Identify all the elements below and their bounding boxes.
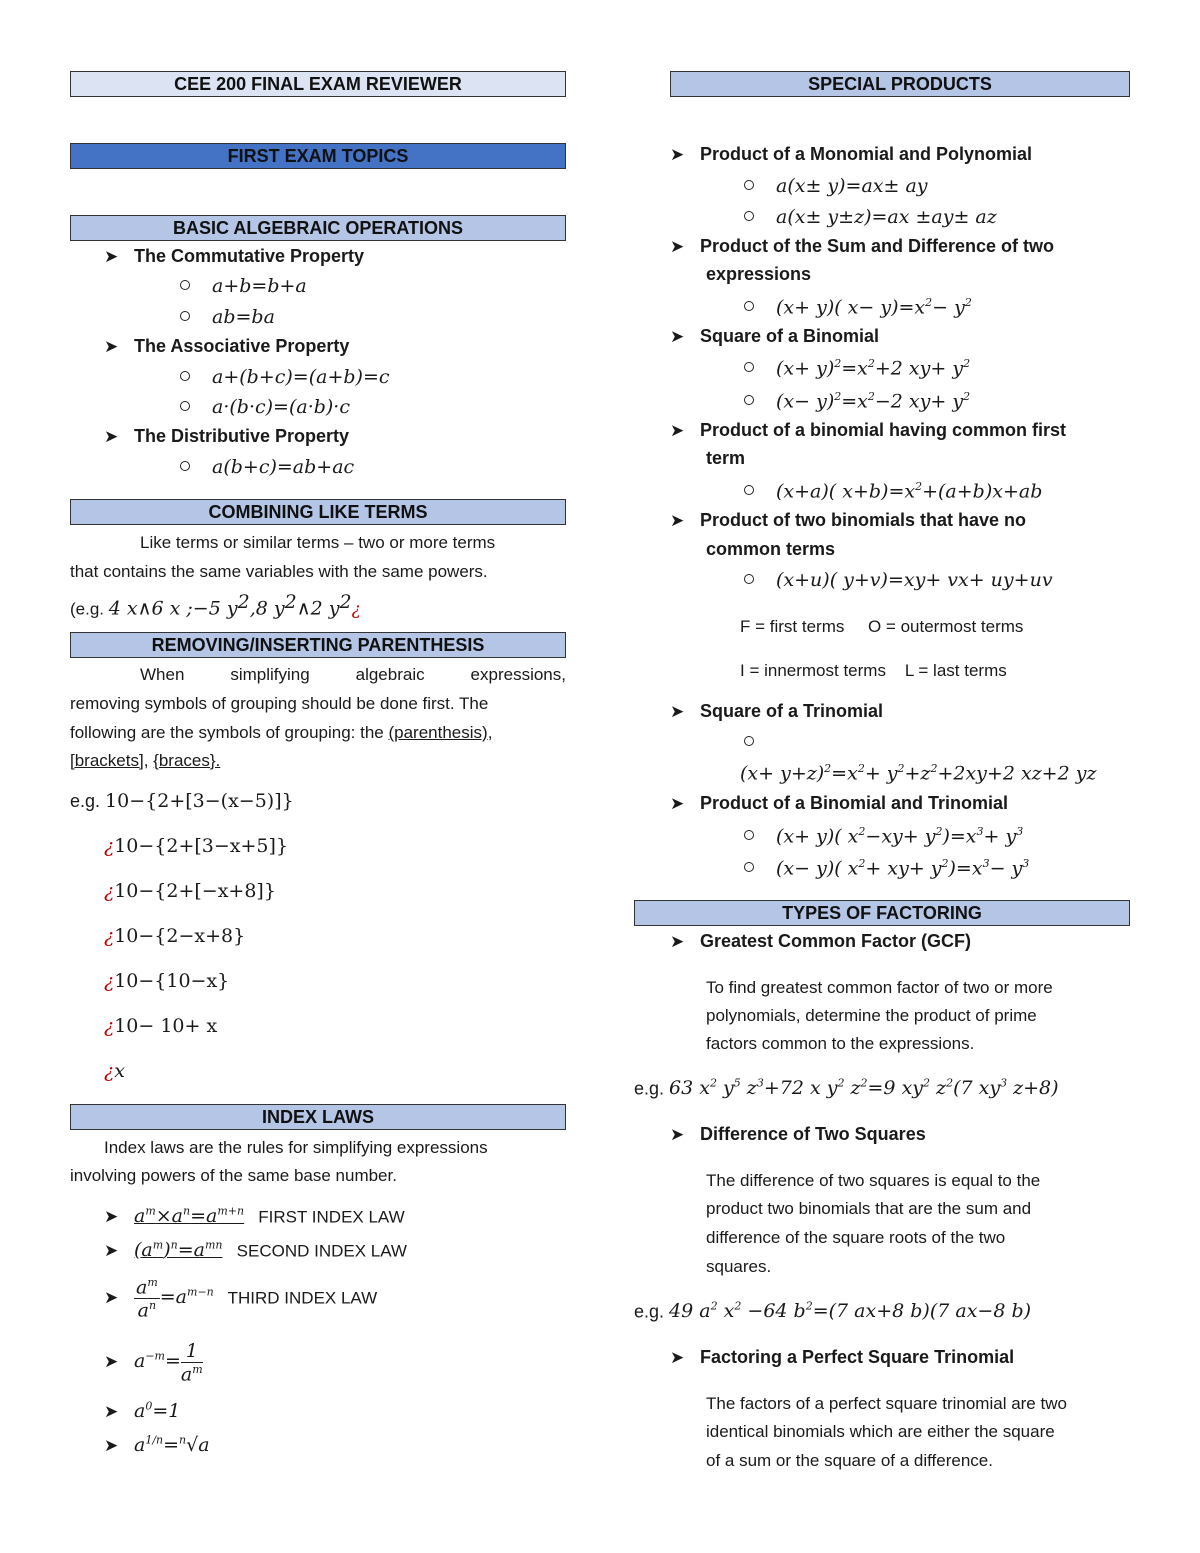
arrow-bullet-icon: ➤: [104, 337, 119, 356]
circle-bullet-icon: [180, 371, 190, 381]
circle-bullet-icon: [744, 395, 754, 405]
arrow-bullet-icon: ➤: [104, 1436, 119, 1456]
special-p4: ➤ Product of a binomial having common first: [670, 420, 1067, 440]
circle-bullet-icon: [180, 401, 190, 411]
p2-formula: (x+ y)( $x- y)=x^2- y^2$: [744, 296, 972, 318]
p1-formula-b: a(x± y±z)=ax ±ay± az: [744, 206, 997, 228]
paren-example-line: e.g. 10−{2+[3−(x−5)]}: [70, 790, 294, 812]
parenthesis-heading: REMOVING/INSERTING PARENTHESIS: [70, 632, 566, 658]
arrow-bullet-icon: ➤: [670, 932, 685, 951]
arrow-bullet-icon: ➤: [670, 1125, 685, 1144]
p7-formula-b: (x− y)( $x^2+ xy+ y^2)=x^3- y^3$: [744, 857, 1029, 879]
arrow-bullet-icon: ➤: [670, 511, 685, 530]
arrow-bullet-icon: ➤: [670, 794, 685, 813]
associative-item: ➤ The Associative Property: [104, 336, 350, 356]
special-p2: ➤ Product of the Sum and Difference of two: [670, 236, 1055, 256]
negative-index-law: ➤ $a^{-m}=$ $\frac{1}{a^m}$: [104, 1340, 203, 1386]
paren-step: ¿10− 10+ x: [104, 1015, 218, 1037]
special-p3: ➤ Square of a Binomial: [670, 326, 880, 346]
circle-bullet-icon: [744, 180, 754, 190]
foil-line2: I = innermost terms L = last terms: [740, 661, 1007, 680]
dts-example: e.g. 49 $a^2$ $x^2 -64$ $b^2=(7$ ax+8 b)(7 ax−8 b): [634, 1300, 1032, 1323]
arrow-bullet-icon: ➤: [104, 1352, 119, 1372]
circle-bullet-icon: [744, 574, 754, 584]
p3-formula-a: $(x+ y)^2=x^2+2$ $xy+ y^2$: [744, 357, 970, 379]
arrow-bullet-icon: ➤: [104, 1241, 119, 1261]
pst-item: ➤ Factoring a Perfect Square Trinomial: [670, 1347, 1015, 1367]
factoring-heading: TYPES OF FACTORING: [634, 900, 1130, 926]
special-p1: ➤ Product of a Monomial and Polynomial: [670, 144, 1033, 164]
paren-line2: removing symbols of grouping should be done first. The: [70, 694, 489, 713]
circle-bullet-icon: [744, 211, 754, 221]
index-laws-heading: INDEX LAWS: [70, 1104, 566, 1130]
circle-bullet-icon: [744, 301, 754, 311]
like-terms-line1: Like terms or similar terms – two or more terms: [140, 533, 496, 552]
comm-formula-2: ab=ba: [180, 306, 275, 328]
special-p5: ➤ Product of two binomials that have no: [670, 510, 1027, 530]
special-p7: ➤ Product of a Binomial and Trinomial: [670, 793, 1009, 813]
arrow-bullet-icon: ➤: [104, 1402, 119, 1422]
foil-line1: F = first terms O = outermost terms: [740, 617, 1024, 636]
arrow-bullet-icon: ➤: [670, 421, 685, 440]
p4-formula: (x+a)( $x+b)=x^2+(a+b)x+ab$: [744, 480, 1042, 502]
gcf-line2: polynomials, determine the product of prime: [706, 1006, 1037, 1025]
paren-step: ¿10−{10−x}: [104, 970, 230, 992]
dts-item: ➤ Difference of Two Squares: [670, 1124, 926, 1144]
circle-bullet-icon: [744, 485, 754, 495]
dts-line3: difference of the square roots of the two: [706, 1228, 1006, 1247]
basic-ops-heading: BASIC ALGEBRAIC OPERATIONS: [70, 215, 566, 241]
p7-formula-a: (x+ y)( $x^2-xy+ y^2)=x^3+ y^3$: [744, 825, 1023, 847]
circle-bullet-icon: [744, 362, 754, 372]
paren-step: ¿10−{2+[3−x+5]}: [104, 835, 289, 857]
circle-bullet-icon: [180, 280, 190, 290]
special-p4-cont: term: [706, 448, 746, 468]
gcf-item: ➤ Greatest Common Factor (GCF): [670, 931, 972, 951]
zero-index-law: ➤ $a^0=1$: [104, 1400, 181, 1423]
special-p5-cont: common terms: [706, 539, 836, 559]
paren-line3: following are the symbols of grouping: the (parenthesis),: [70, 723, 493, 742]
arrow-bullet-icon: ➤: [104, 1207, 119, 1227]
like-terms-example: (e.g. 4 x∧6 x ;−5 $y^2,8$ $y^2\wedge 2$ $y^2¿$: [70, 591, 361, 620]
special-p6: ➤ Square of a Trinomial: [670, 701, 884, 721]
dts-line1: The difference of two squares is equal to the: [706, 1171, 1041, 1190]
circle-bullet-icon: [180, 461, 190, 471]
assoc-formula-1: a+(b+c)=(a+b)=c: [180, 366, 390, 388]
assoc-formula-2: a·(b·c)=(a·b)·c: [180, 396, 350, 418]
like-terms-heading: COMBINING LIKE TERMS: [70, 499, 566, 525]
arrow-bullet-icon: ➤: [104, 1288, 119, 1308]
gcf-example: e.g. 63 $x^2$ $y^5$ $z^3+72$ x $y^2$ $z^2=9$ $xy^2$ $z^2(7$ $xy^3$ z+8): [634, 1077, 1059, 1100]
special-p2-cont: expressions: [706, 264, 812, 284]
comm-formula-1: a+b=b+a: [180, 275, 307, 297]
p6-formula: $(x+ y+z)^2=x^2+ y^2+z^2+2xy+2$ xz+2 yz: [740, 762, 1097, 785]
dts-line4: squares.: [706, 1257, 772, 1276]
p6-bullet: [744, 734, 776, 752]
distributive-item: ➤ The Distributive Property: [104, 426, 350, 446]
pst-line3: of a sum or the square of a difference.: [706, 1451, 993, 1470]
paren-line1: When simplifying algebraic expressions,: [140, 665, 566, 684]
p5-formula: (x+u)( y+v)=xy+ vx+ uy+uv: [744, 569, 1053, 591]
paren-step: ¿10−{2−x+8}: [104, 925, 246, 947]
paren-line4: [brackets], {braces}.: [70, 751, 221, 770]
pst-line2: identical binomials which are either the square: [706, 1422, 1055, 1441]
circle-bullet-icon: [744, 736, 754, 746]
index-line2: involving powers of the same base number.: [70, 1166, 397, 1185]
document-title: CEE 200 FINAL EXAM REVIEWER: [70, 71, 566, 97]
arrow-bullet-icon: ➤: [670, 237, 685, 256]
dts-line2: product two binomials that are the sum and: [706, 1199, 1032, 1218]
circle-bullet-icon: [744, 862, 754, 872]
paren-step: ¿x: [104, 1060, 125, 1082]
p1-formula-a: a(x± y)=ax± ay: [744, 175, 928, 197]
p3-formula-b: $(x- y)^2=x^2-2$ $xy+ y^2$: [744, 390, 970, 412]
arrow-bullet-icon: ➤: [670, 1348, 685, 1367]
dist-formula-1: a(b+c)=ab+ac: [180, 456, 354, 478]
pst-line1: The factors of a perfect square trinomial are two: [706, 1394, 1067, 1413]
arrow-bullet-icon: ➤: [670, 327, 685, 346]
first-exam-heading: FIRST EXAM TOPICS: [70, 143, 566, 169]
circle-bullet-icon: [180, 311, 190, 321]
index-line1: Index laws are the rules for simplifying expressions: [104, 1138, 488, 1157]
like-terms-line2: that contains the same variables with the same powers.: [70, 562, 488, 581]
second-index-law: ➤ $(a^m)^n=a^{mn}$ SECOND INDEX LAW: [104, 1239, 407, 1262]
arrow-bullet-icon: ➤: [670, 702, 685, 721]
first-index-law: ➤ $a^m\times a^n=a^{m+n}$ FIRST INDEX LAW: [104, 1205, 405, 1228]
circle-bullet-icon: [744, 830, 754, 840]
arrow-bullet-icon: ➤: [104, 247, 119, 266]
commutative-item: ➤ The Commutative Property: [104, 246, 365, 266]
paren-step: ¿10−{2+[−x+8]}: [104, 880, 276, 902]
arrow-bullet-icon: ➤: [104, 427, 119, 446]
arrow-bullet-icon: ➤: [670, 145, 685, 164]
third-index-law: ➤ $\frac{a^m}{a^n}$ $=a^{m-n}$ THIRD INDEX LAW: [104, 1276, 378, 1322]
gcf-line1: To find greatest common factor of two or more: [706, 978, 1053, 997]
fractional-index-law: ➤ $a^{1/n}=^n√a$: [104, 1434, 210, 1457]
gcf-line3: factors common to the expressions.: [706, 1034, 975, 1053]
special-products-heading: SPECIAL PRODUCTS: [670, 71, 1130, 97]
